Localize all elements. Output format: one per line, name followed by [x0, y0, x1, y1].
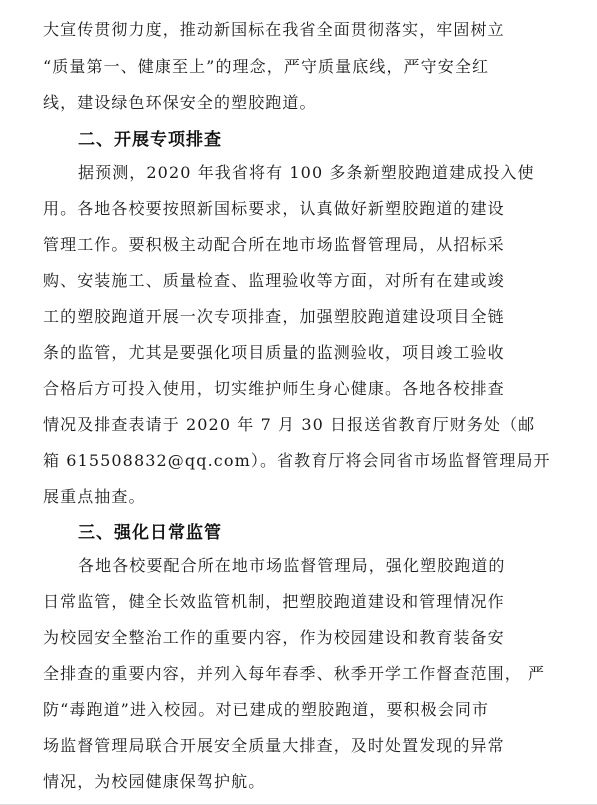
intro-line-3: 线，建设绿色环保安全的塑胶跑道。 [43, 93, 317, 112]
section-3-line-5: 防“毒跑道”进入校园。对已建成的塑胶跑道，要积极会同市 [43, 700, 490, 719]
section-3-line-3: 为校园安全整治工作的重要内容，作为校园建设和教育装备安 [43, 628, 505, 647]
section-3-line-7: 情况，为校园健康保驾护航。 [43, 772, 266, 791]
intro-line-2: “质量第一、健康至上”的理念，严守质量底线，严守安全红 [43, 57, 490, 76]
section-2-heading: 二、开展专项排查 [78, 130, 222, 150]
section-3-line-4: 全排查的重要内容，并列入每年春季、秋季开学工作督查范围， 严 [43, 664, 546, 683]
section-2-line-10: 展重点抽查。 [43, 487, 146, 506]
section-2-line-1: 据预测，2020 年我省将有 100 多条新塑胶跑道建成投入使 [78, 163, 535, 182]
section-2-line-7: 合格后方可投入使用，切实维护师生身心健康。各地各校排查 [43, 379, 505, 398]
section-3-heading: 三、强化日常监管 [78, 523, 222, 543]
intro-line-1: 大宣传贯彻力度，推动新国标在我省全面贯彻落实，牢固树立 [43, 20, 505, 39]
section-2-line-2: 用。各地各校要按照新国标要求，认真做好新塑胶跑道的建设 [43, 199, 505, 218]
section-2-line-5: 工的塑胶跑道开展一次专项排查，加强塑胶跑道建设项目全链 [43, 307, 505, 326]
section-3-line-1: 各地各校要配合所在地市场监督管理局，强化塑胶跑道的 [78, 556, 506, 575]
section-3-line-2: 日常监管，健全长效监管机制，把塑胶跑道建设和管理情况作 [43, 592, 505, 611]
section-2-line-6: 条的监管，尤其是要强化项目质量的监测验收，项目竣工验收 [43, 343, 505, 362]
section-2-line-8: 情况及排查表请于 2020 年 7 月 30 日报送省教育厅财务处（邮 [43, 415, 536, 434]
section-2-line-4: 购、安装施工、质量检查、监理验收等方面，对所有在建或竣 [43, 271, 505, 290]
section-2-line-3: 管理工作。要积极主动配合所在地市场监督管理局，从招标采 [43, 235, 505, 254]
section-3-line-6: 场监督管理局联合开展安全质量大排查，及时处置发现的异常 [43, 736, 505, 755]
section-2-line-9: 箱 615508832@qq.com）。省教育厅将会同省市场监督管理局开 [43, 451, 551, 470]
